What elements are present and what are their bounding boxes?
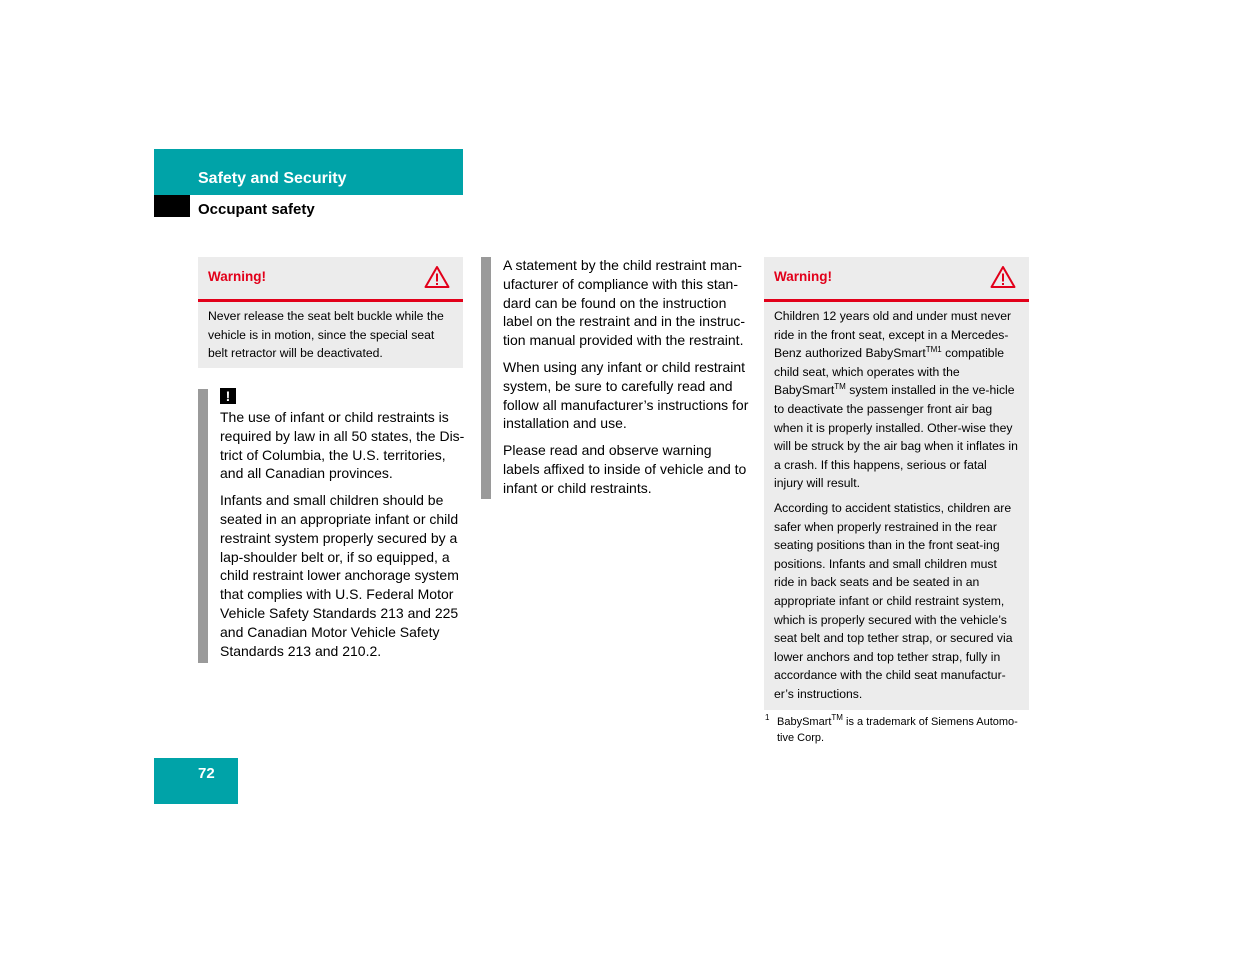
section-title: Safety and Security bbox=[198, 170, 347, 187]
warning-paragraph-2: According to accident statistics, children are safer when properly restrained in the rear seating positions than in the front seat-ing positions. Infants and small children must ride in back seats and be seated in an appropriate infant or child restraint system, which is properly secured with the vehicle’s seat belt and top tether strap, or secured via lower anchors and top tether strap, fully in accordance with the child seat manufactur-er’s instructions. bbox=[774, 500, 1013, 701]
middle-paragraph-2: When using any infant or child restraint system, be sure to carefully read and follow all manufacturer’s instructions for installation and use. bbox=[503, 358, 749, 432]
subsection-title: Occupant safety bbox=[198, 201, 315, 218]
warning-text bbox=[764, 302, 1029, 711]
note-paragraph-2: Infants and small children should be seated in an appropriate infant or child restraint system properly secured by a lap-shoulder belt or, if so equipped, a child restraint lower anchorage system that complies with U.S. Federal Motor Vehicle Safety Standards 213 and 225 and Canadian Motor Vehicle Safety Standards 213 and 210.2. bbox=[220, 492, 459, 659]
middle-paragraph-3: Please read and observe warning labels affixed to inside of vehicle and to infant or child restraints. bbox=[503, 442, 747, 496]
subsection-marker bbox=[154, 195, 190, 217]
warning-label: Warning! bbox=[774, 269, 832, 284]
middle-paragraph-1: A statement by the child restraint man-ufacturer of compliance with this stan-dard can be found on the instruction label on the restraint and in the instruc-tion manual provided with the restraint. bbox=[503, 257, 746, 349]
exclamation-icon: ! bbox=[220, 388, 236, 404]
warning-header bbox=[764, 257, 1029, 302]
warning-header bbox=[198, 257, 463, 302]
note-side-bar bbox=[198, 389, 208, 663]
warning-text bbox=[198, 302, 463, 371]
warning-paragraph: Never release the seat belt buckle while the vehicle is in motion, since the special seat belt retractor will be deactivated. bbox=[208, 309, 444, 361]
page-number: 72 bbox=[198, 765, 215, 782]
warning-label: Warning! bbox=[208, 269, 266, 284]
warning-paragraph-1: Children 12 years old and under must never ride in the front seat, except in a Mercedes-Benz authorized BabySmart$^{TM1}$ compatible child seat, which operates with the BabySmart™ system installed in the ve-hicle to deactivate the passenger front air bag when it is properly installed. Other-wise they will be struck by the air bag when it inflates in a crash. If this happens, serious or fatal injury will result. bbox=[774, 309, 1018, 491]
warning-triangle-icon bbox=[990, 265, 1016, 289]
child-seat-warning-box bbox=[764, 257, 1029, 710]
footnote-text: BabySmart™ is a trademark of Siemens Automo-tive Corp. bbox=[777, 713, 1018, 744]
seat-belt-warning-box bbox=[198, 257, 463, 368]
middle-text-column bbox=[503, 256, 750, 498]
middle-side-bar bbox=[481, 257, 491, 499]
warning-triangle-icon bbox=[424, 265, 450, 289]
footnote-number: 1 bbox=[765, 713, 770, 722]
page-number-box bbox=[154, 758, 238, 804]
trademark-footnote bbox=[765, 714, 1030, 746]
child-restraint-note bbox=[220, 387, 470, 660]
note-paragraph-1: The use of infant or child restraints is required by law in all 50 states, the Dis-trict of Columbia, the U.S. territories, and all Canadian provinces. bbox=[220, 409, 465, 482]
